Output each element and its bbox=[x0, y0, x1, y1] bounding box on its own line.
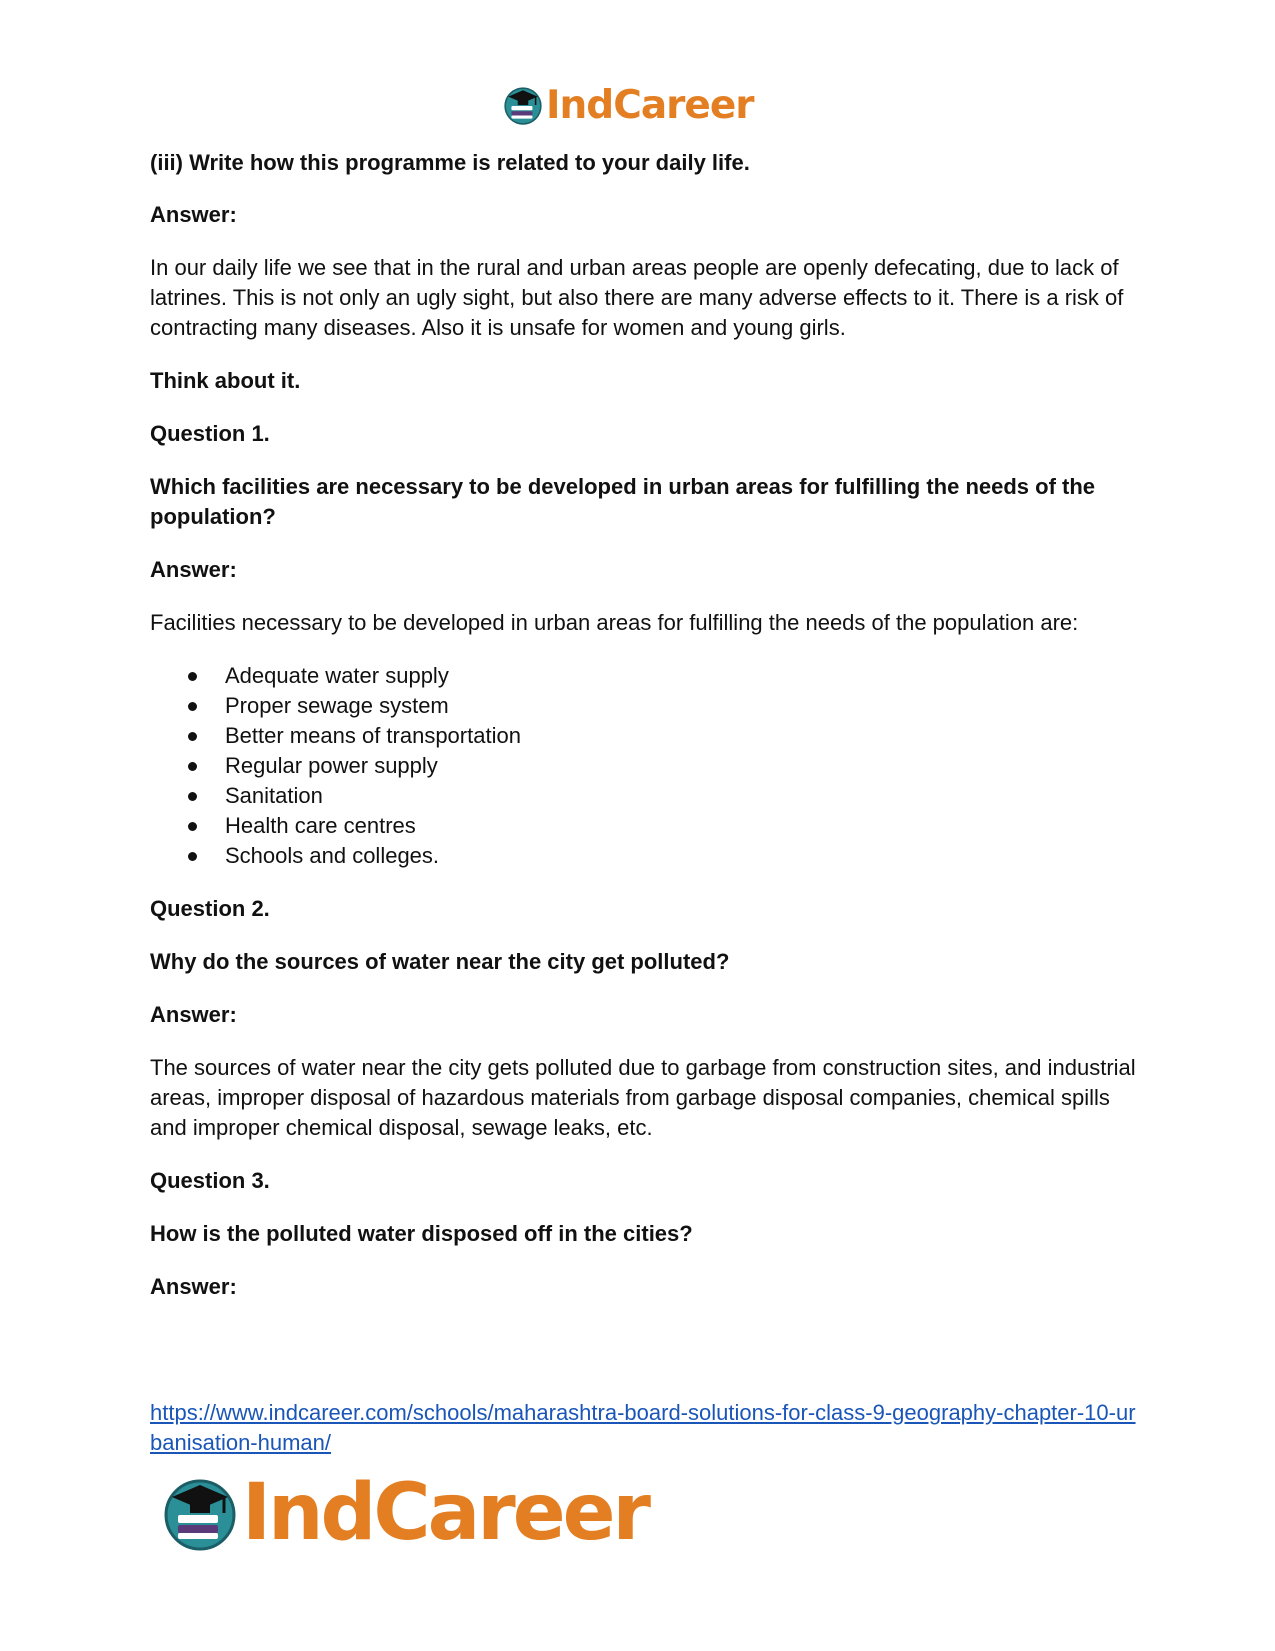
logo-text: IndCareer bbox=[546, 82, 754, 128]
question-heading: (iii) Write how this programme is related to your daily life. bbox=[150, 150, 750, 175]
list-item: Better means of transportation bbox=[150, 721, 1140, 751]
question-label: Question 2. bbox=[150, 896, 270, 921]
answer-intro: Facilities necessary to be developed in urban areas for fulfilling the needs of the population are: bbox=[150, 610, 1079, 635]
question-text: Which facilities are necessary to be developed in urban areas for fulfilling the needs of the population? bbox=[150, 474, 1096, 529]
answer-label: Answer: bbox=[150, 1274, 237, 1299]
list-item: Sanitation bbox=[150, 781, 1140, 811]
bullet-icon bbox=[188, 702, 197, 711]
bullet-icon bbox=[188, 732, 197, 741]
answer-text: In our daily life we see that in the rural and urban areas people are openly defecating, due to lack of latrines. This is not only an ugly sight, but also there are many adverse effects to it. There is a risk of contracting many diseases. Also it is unsafe for women and young girls. bbox=[150, 255, 1124, 340]
question-text: Why do the sources of water near the city get polluted? bbox=[150, 949, 730, 974]
graduation-cap-globe-icon bbox=[502, 84, 544, 126]
answer-label: Answer: bbox=[150, 202, 237, 227]
bullet-icon bbox=[188, 792, 197, 801]
list-item: Proper sewage system bbox=[150, 691, 1140, 721]
question-label: Question 3. bbox=[150, 1168, 270, 1193]
bullet-icon bbox=[188, 672, 197, 681]
bullet-icon bbox=[188, 852, 197, 861]
list-item: Health care centres bbox=[150, 811, 1140, 841]
source-link[interactable]: https://www.indcareer.com/schools/maharashtra-board-solutions-for-class-9-geography-chapter-10-urbanisation-human/ bbox=[150, 1400, 1136, 1455]
list-item: Regular power supply bbox=[150, 751, 1140, 781]
document-body bbox=[150, 148, 1140, 1302]
facilities-list bbox=[150, 661, 1140, 871]
logo-text: IndCareer bbox=[242, 1468, 648, 1558]
answer-label: Answer: bbox=[150, 1002, 237, 1027]
graduation-cap-globe-icon bbox=[160, 1473, 240, 1553]
section-title: Think about it. bbox=[150, 368, 301, 393]
bullet-icon bbox=[188, 762, 197, 771]
question-text: How is the polluted water disposed off in the cities? bbox=[150, 1221, 693, 1246]
header-logo bbox=[502, 80, 754, 130]
bullet-icon bbox=[188, 822, 197, 831]
answer-text: The sources of water near the city gets polluted due to garbage from construction sites, and industrial areas, improper disposal of hazardous materials from garbage disposal companies, chemical spills and improper chemical disposal, sewage leaks, etc. bbox=[150, 1055, 1136, 1140]
list-item: Adequate water supply bbox=[150, 661, 1140, 691]
answer-label: Answer: bbox=[150, 557, 237, 582]
list-item: Schools and colleges. bbox=[150, 841, 1140, 871]
question-label: Question 1. bbox=[150, 421, 270, 446]
footer-logo bbox=[160, 1468, 648, 1558]
